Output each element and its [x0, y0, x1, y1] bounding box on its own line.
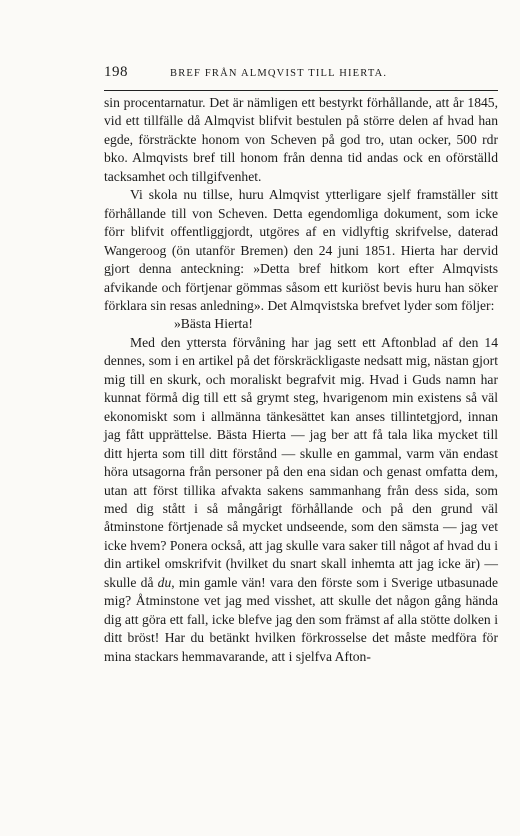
emphasized-word: du [157, 574, 172, 590]
body-text [104, 94, 498, 666]
paragraph-continuation: sin procentarnatur. Det är nämligen ett bestyrkt förhållande, att år 1845, vid ett tillfälle då Almqvist blifvit bestulen på större delen af hvad han egde, försträckte honom von Scheven på god tro, utan ocker, 500 rdr bko. Almqvists bref till honom från denna tid andas ock en oförställd tacksamhet och tillgifvenhet. [104, 95, 498, 184]
page-header [104, 64, 500, 84]
letter-salutation: »Bästa Hierta! [174, 316, 253, 332]
letter-body [104, 334, 498, 666]
header-rule [104, 90, 498, 91]
running-title: BREF FRÅN ALMQVIST TILL HIERTA. [170, 68, 388, 79]
page-number: 198 [104, 64, 128, 80]
paragraph-introduction: Vi skola nu tillse, huru Almqvist ytterligare sjelf framställer sitt förhållande till von Scheven. Detta egendomliga dokument, som icke förr blifvit offentliggjordt, utgöres af en vidlyftig skrifvelse, daterad Wangeroog (ön utanför Bremen) den 24 juni 1851. Hierta har dervid gjort denna anteckning: »Detta bref hitkom kort efter Almqvists afvikande och förtjenar gömmas såsom ett kuriöst bevis huru han söker förklara sin resas anledning». Det Almqvistska brefvet lyder som följer: [104, 187, 498, 313]
letter-text-part-1: Med den yttersta förvåning har jag sett ett Aftonblad af den 14 dennes, som i en artikel på det förskräckligaste nedsatt mig, nästan gjort mig till en skurk, och moraliskt begrafvit mig. Hvad i Guds namn har kunnat förmå dig till ett så grymt steg, hvarigenom min existens så väl ekonomiskt som i allmänna tänkesättet kan anses tillintetgjord, innan jag fått upprättelse. Bästa Hierta — jag ber att få tala lika mycket till ditt hjerta som till ditt förstånd — skulle en gammal, varm vän endast höra utsagorna från personer på den ena sidan och genast omfatta dem, utan att först tillika afvakta sakens sammanhang från dess sida, som med dig stått i så mångårigt förhållande och på den grund väl åtminstone förtjenade så mycket undseende, som den sämsta — jag vet icke hvem? Ponera också, att jag skulle vara saker till något af hvad du i din artikel omskrifvit (hvilket du snart skall inhemta att jag icke är) — skulle då [104, 334, 498, 590]
letter-text-part-2: , min gamle vän! vara den förste som i Sverige utbasunade mig? Åtminstone vet jag med visshet, att skulle det någon gång hända dig att göra ett fall, icke blefve jag den som främst af alla stötte dolken i ditt bröst! Har du betänkt hvilken förkrosselse det måste medföra för mina stackars hemmavarande, att i sjelfva Afton- [104, 574, 499, 664]
